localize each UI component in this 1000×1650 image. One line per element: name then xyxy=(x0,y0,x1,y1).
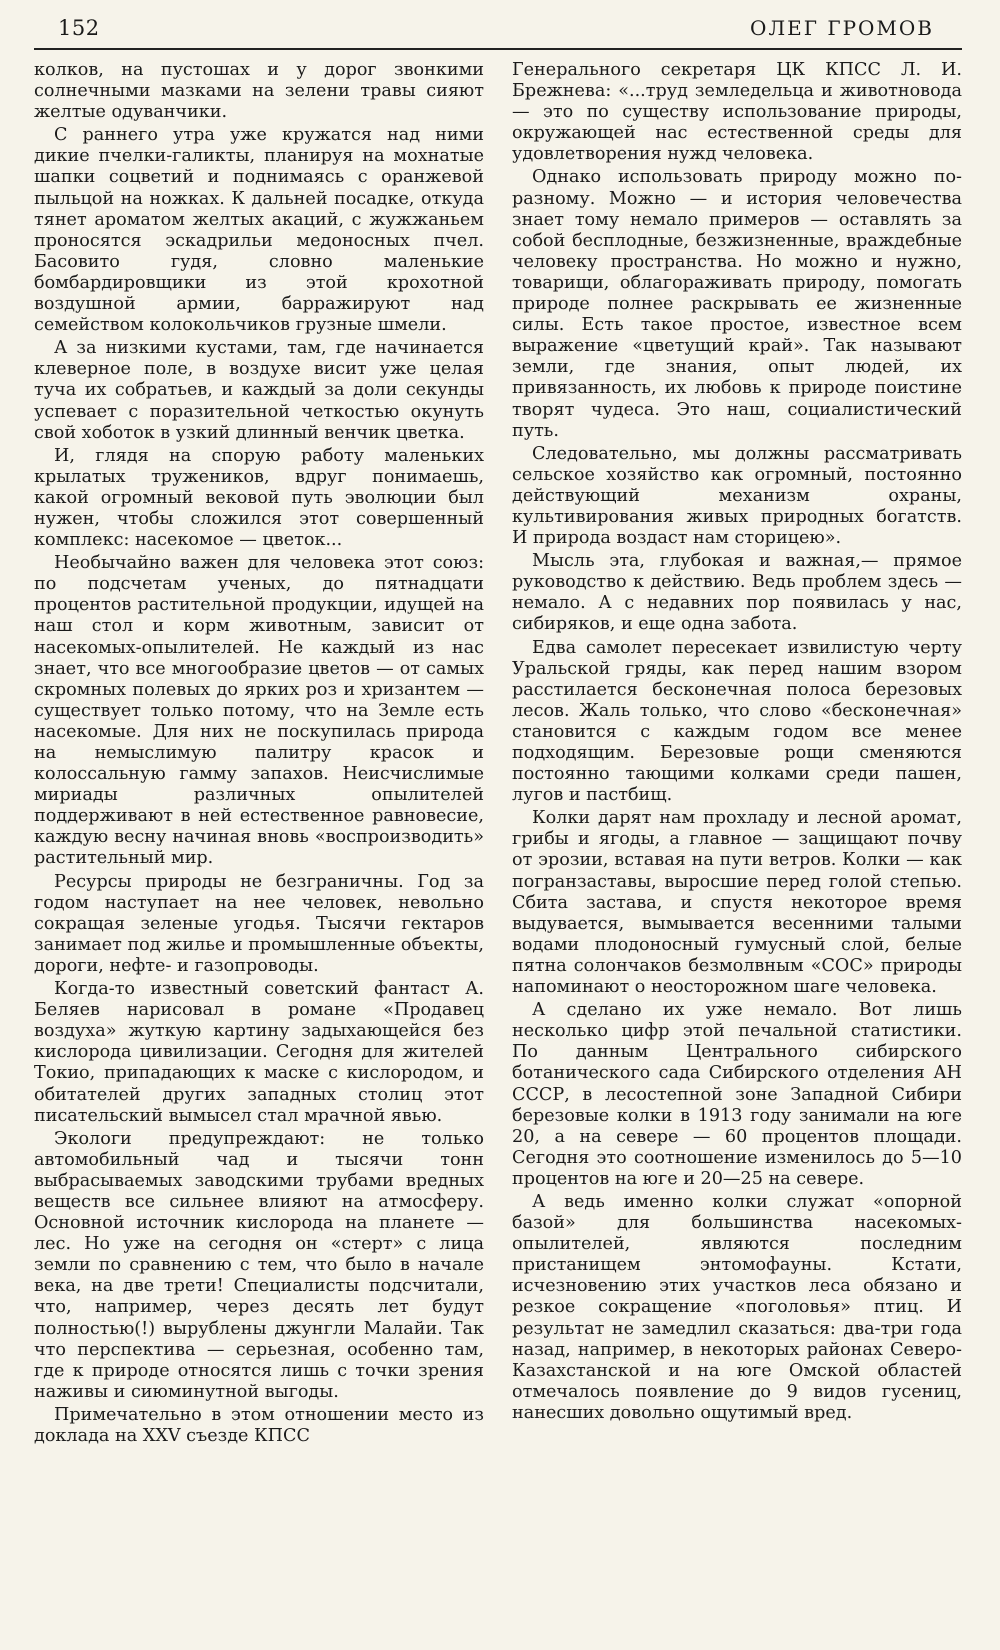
paragraph: Генерального секретаря ЦК КПСС Л. И. Брежнева: «...труд земледельца и животновода — это по существу использование природы, окружающей нас естественной среды для удовлетворения нужд человека. xyxy=(512,60,962,165)
paragraph: Едва самолет пересекает извилистую черту Уральской гряды, как перед нашим взором расстилается бесконечная полоса березовых лесов. Жаль только, что слово «бесконечная» становится с каждым годом все менее подходящим. Березовые рощи сменяются постоянно тающими колками среди пашен, лугов и пастбищ. xyxy=(512,637,962,806)
paragraph: Мысль эта, глубокая и важная,— прямое руководство к действию. Ведь проблем здесь — немало. А с недавних пор появилась у нас, сибиряков, и еще одна забота. xyxy=(512,551,962,635)
paragraph: Ресурсы природы не безграничны. Год за годом наступает на нее человек, невольно сокращая зеленые угодья. Тысячи гектаров занимает под жилье и промышленные объекты, дороги, нефте- и газопроводы. xyxy=(34,871,484,976)
running-head-author: ОЛЕГ ГРОМОВ xyxy=(750,16,934,40)
paragraph: А ведь именно колки служат «опорной базой» для большинства насекомых-опылителей, являются последним пристанищем энтомофауны. Кстати, исчезновению этих участков леса обязано и резкое сокращение «поголовья» птиц. И результат не замедлил сказаться: два-три года назад, например, в некоторых районах Северо-Казахстанской и на юге Омской областей отмечалось появление до 9 видов гусениц, нанесших довольно ощутимый вред. xyxy=(512,1191,962,1423)
paragraph: Примечательно в этом отношении место из доклада на XXV съезде КПСС xyxy=(34,1404,484,1446)
paragraph: Однако использовать природу можно по-разному. Можно — и история человечества знает тому немало примеров — оставлять за собой бесплодные, безжизненные, враждебные человеку пространства. Но можно и нужно, товарищи, облагораживать природу, помогать природе полнее раскрывать ее жизненные силы. Есть такое простое, известное всем выражение «цветущий край». Так называют земли, где знания, опыт людей, их привязанность, их любовь к природе поистине творят чудеса. Это наш, социалистический путь. xyxy=(512,167,962,441)
paragraph: колков, на пустошах и у дорог звонкими солнечными мазками на зелени травы сияют желтые одуванчики. xyxy=(34,60,484,123)
text-columns xyxy=(34,60,962,1449)
paragraph: Колки дарят нам прохладу и лесной аромат, грибы и ягоды, а главное — защищают почву от эрозии, вставая на пути ветров. Колки — как погранзаставы, выросшие перед голой степью. Сбита застава, и спустя некоторое время выдувается, вымывается весенними талыми водами плодоносный гумусный слой, белые пятна солончаков безмолвным «СОС» природы напоминают о неосторожном шаге человека. xyxy=(512,808,962,998)
header-rule xyxy=(34,48,962,50)
page-number: 152 xyxy=(58,16,100,40)
paragraph: Экологи предупреждают: не только автомобильный чад и тысячи тонн выбрасываемых заводскими трубами вредных веществ все сильнее влияют на атмосферу. Основной источник кислорода на планете — лес. Но уже на сегодня он «стерт» с лица земли по сравнению с тем, что было в начале века, на две трети! Специалисты подсчитали, что, например, через десять лет будут полностью(!) вырублены джунгли Малайи. Так что перспектива — серьезная, особенно там, где к природе относятся лишь с точки зрения наживы и сиюминутной выгоды. xyxy=(34,1128,484,1402)
right-column xyxy=(512,60,962,1449)
paragraph: Следовательно, мы должны рассматривать сельское хозяйство как огромный, постоянно действующий механизм охраны, культивирования живых природных богатств. И природа воздаст нам сторицею». xyxy=(512,443,962,549)
page-header xyxy=(34,12,962,40)
paragraph: С раннего утра уже кружатся над ними дикие пчелки-галикты, планируя на мохнатые шапки соцветий и поднимаясь с оранжевой пыльцой на ножках. К дальней посадке, откуда тянет ароматом желтых акаций, с жужжаньем проносятся эскадрильи медоносных пчел. Басовито гудя, словно маленькие бомбардировщики из этой крохотной воздушной армии, барражируют над семейством колокольчиков грузные шмели. xyxy=(34,125,484,336)
left-column xyxy=(34,60,484,1449)
paragraph: И, глядя на спорую работу маленьких крылатых тружеников, вдруг понимаешь, какой огромный вековой путь эволюции был нужен, чтобы сложился этот совершенный комплекс: насекомое — цветок... xyxy=(34,445,484,551)
paragraph: Когда-то известный советский фантаст А. Беляев нарисовал в романе «Продавец воздуха» жуткую картину задыхающейся без кислорода цивилизации. Сегодня для жителей Токио, припадающих к маске с кислородом, и обитателей других западных столиц этот писательский вымысел стал мрачной явью. xyxy=(34,979,484,1126)
paragraph: Необычайно важен для человека этот союз: по подсчетам ученых, до пятнадцати процентов растительной продукции, идущей на наш стол и корм животным, зависит от насекомых-опылителей. Не каждый из нас знает, что все многообразие цветов — от самых скромных полевых до ярких роз и хризантем — существует только потому, что на Земле есть насекомые. Для них не поскупилась природа на немыслимую палитру красок и колоссальную гамму запахов. Неисчислимые мириады различных опылителей поддерживают в ней естественное равновесие, каждую весну начиная вновь «воспроизводить» растительный мир. xyxy=(34,553,484,869)
paragraph: А за низкими кустами, там, где начинается клеверное поле, в воздухе висит уже целая туча их собратьев, и каждый за доли секунды успевает с поразительной четкостью окунуть свой хоботок в узкий длинный венчик цветка. xyxy=(34,338,484,443)
paragraph: А сделано их уже немало. Вот лишь несколько цифр этой печальной статистики. По данным Центрального сибирского ботанического сада Сибирского отделения АН СССР, в лесостепной зоне Западной Сибири березовые колки в 1913 году занимали на юге 20, а на севере — 60 процентов площади. Сегодня это соотношение изменилось до 5—10 процентов на юге и 20—25 на севере. xyxy=(512,1000,962,1189)
